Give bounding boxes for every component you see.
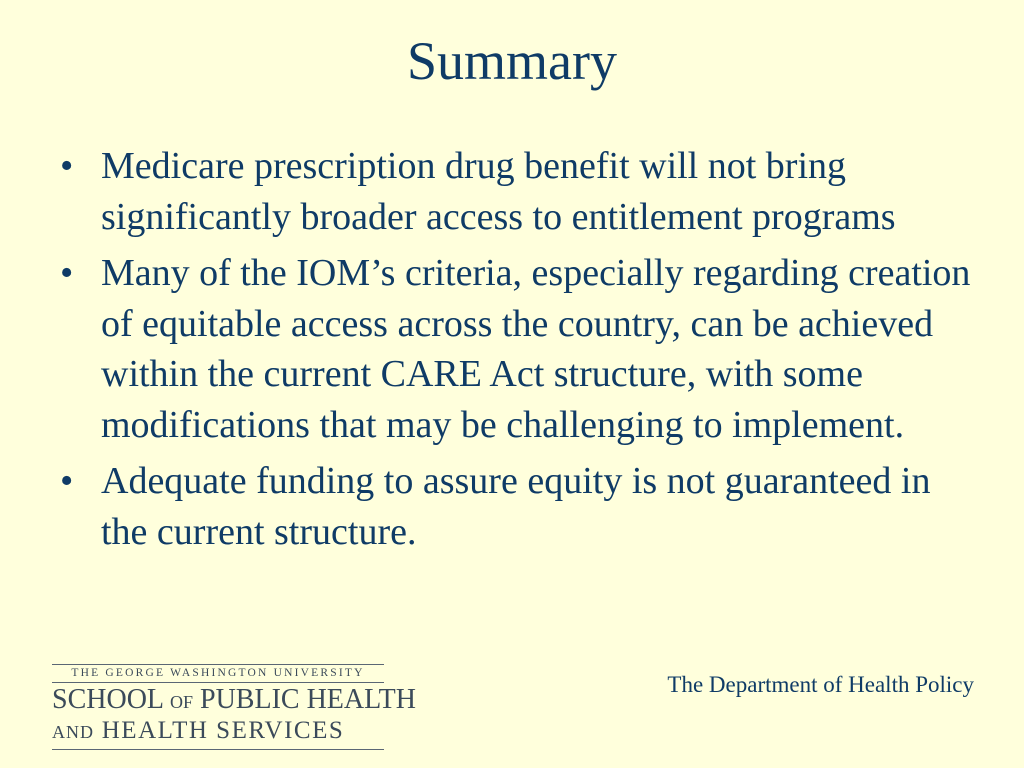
logo-school-line bbox=[52, 684, 416, 717]
bullet-icon: • bbox=[60, 460, 74, 502]
bullet-item bbox=[56, 456, 976, 557]
logo-bottom-rule bbox=[52, 749, 384, 750]
slide-title: Summary bbox=[407, 31, 617, 91]
logo-university-name: THE GEORGE WASHINGTON UNIVERSITY bbox=[71, 667, 365, 679]
logo-health-services: HEALTH SERVICES bbox=[101, 717, 345, 744]
bullet-text: Adequate funding to assure equity is not guaranteed in the current structure. bbox=[101, 460, 931, 553]
bullet-text: Medicare prescription drug benefit will not bring significantly broader access to entitlement programs bbox=[101, 145, 896, 238]
logo-health-services-line bbox=[52, 717, 384, 746]
bullet-item bbox=[56, 248, 976, 450]
university-logo bbox=[52, 664, 416, 750]
logo-school-word: SCHOOL bbox=[52, 684, 163, 715]
logo-and-word: AND bbox=[52, 722, 94, 742]
logo-middle-rule bbox=[52, 682, 384, 683]
bullet-icon: • bbox=[60, 252, 74, 294]
bullet-icon: • bbox=[60, 145, 74, 187]
logo-of-word: OF bbox=[169, 692, 193, 712]
department-name: The Department of Health Policy bbox=[667, 672, 974, 697]
bullet-item bbox=[56, 141, 976, 242]
logo-public-health: PUBLIC HEALTH bbox=[200, 684, 416, 715]
bullet-list bbox=[56, 141, 976, 563]
bullet-text: Many of the IOM’s criteria, especially regarding creation of equitable access across the country, can be achieved within the current CARE Act structure, with some modifications that may be challenging to implement. bbox=[101, 252, 971, 446]
